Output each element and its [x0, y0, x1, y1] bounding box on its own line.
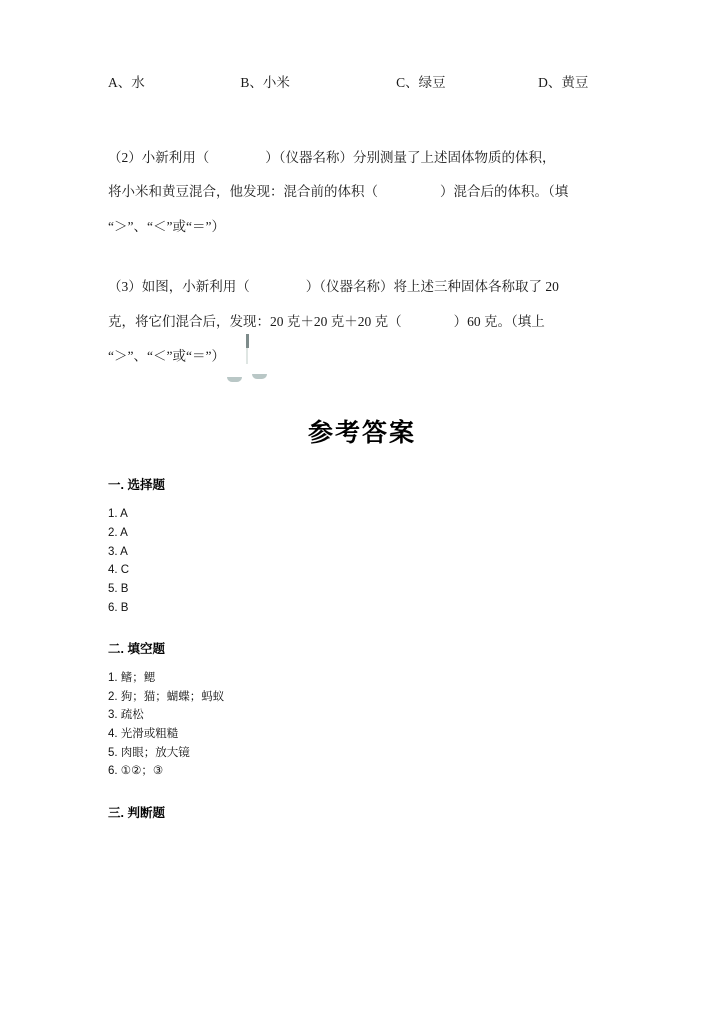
question-2-line-1 — [108, 141, 616, 175]
scale-post — [246, 347, 248, 348]
choice-options-row — [108, 74, 616, 93]
answer-item: 3. 疏松 — [108, 709, 144, 722]
balance-scale-image — [246, 339, 248, 373]
choice-option-b: B、小米 — [240, 75, 290, 90]
answer-group-fill-blank — [108, 639, 616, 781]
answer-group-list — [108, 505, 616, 617]
answer-item: 6. ①②；③ — [108, 765, 164, 778]
choice-option-d: D、黄豆 — [538, 75, 589, 90]
answer-group-heading: 三. 判断题 — [108, 805, 165, 820]
answer-group-heading: 二. 填空题 — [108, 642, 165, 657]
answer-group-list — [108, 669, 616, 781]
balance-scale-icon — [246, 347, 248, 364]
answer-item: 1. 鳍；鳃 — [108, 672, 156, 685]
question-3-line-2 — [108, 305, 616, 339]
choice-option-c: C、绿豆 — [396, 75, 446, 90]
question-2-line-1-before: （2）小新利用（ — [108, 149, 210, 165]
answer-section-title: 参考答案 — [307, 419, 416, 448]
answer-group-true-false — [108, 803, 616, 821]
question-3-line-2-after: ）60 克。（填上 — [453, 313, 545, 329]
question-3-line-3-text: “＞”、“＜”或“＝”） — [108, 348, 225, 364]
answer-item: 4. 光滑或粗糙 — [108, 728, 179, 741]
choice-option-a: A、水 — [108, 75, 145, 90]
question-3-line-1-after: ）（仪器名称）将上述三种固体各称取了 20 — [305, 279, 559, 295]
question-3 — [108, 270, 616, 375]
answer-item: 2. A — [108, 527, 128, 540]
question-3-line-1 — [108, 270, 616, 304]
question-2-line-2 — [108, 175, 616, 209]
answer-item: 6. B — [108, 601, 129, 614]
question-2-line-2-before: 将小米和黄豆混合，他发现：混合前的体积（ — [108, 184, 378, 200]
question-2-line-1-after: ）（仪器名称）分别测量了上述固体物质的体积， — [265, 149, 556, 165]
answer-item: 1. A — [108, 508, 128, 521]
answer-item: 2. 狗；猫；蝴蝶；蚂蚁 — [108, 690, 225, 703]
answer-item: 4. C — [108, 564, 130, 577]
page-content — [108, 74, 616, 833]
answer-item: 5. B — [108, 582, 129, 595]
question-3-line-2-before: 克，将它们混合后，发现：20 克＋20 克＋20 克（ — [108, 313, 402, 329]
question-3-line-3 — [108, 339, 616, 375]
question-2-line-3: “＞”、“＜”或“＝”） — [108, 218, 225, 234]
question-2-line-2-after: ）混合后的体积。（填 — [440, 184, 569, 200]
answer-item: 5. 肉眼；放大镜 — [108, 746, 190, 759]
answer-group-choice — [108, 475, 616, 617]
answer-item: 3. A — [108, 545, 128, 558]
question-2 — [108, 141, 616, 244]
question-3-line-1-before: （3）如图，小新利用（ — [108, 279, 250, 295]
answer-group-heading: 一. 选择题 — [108, 478, 165, 493]
